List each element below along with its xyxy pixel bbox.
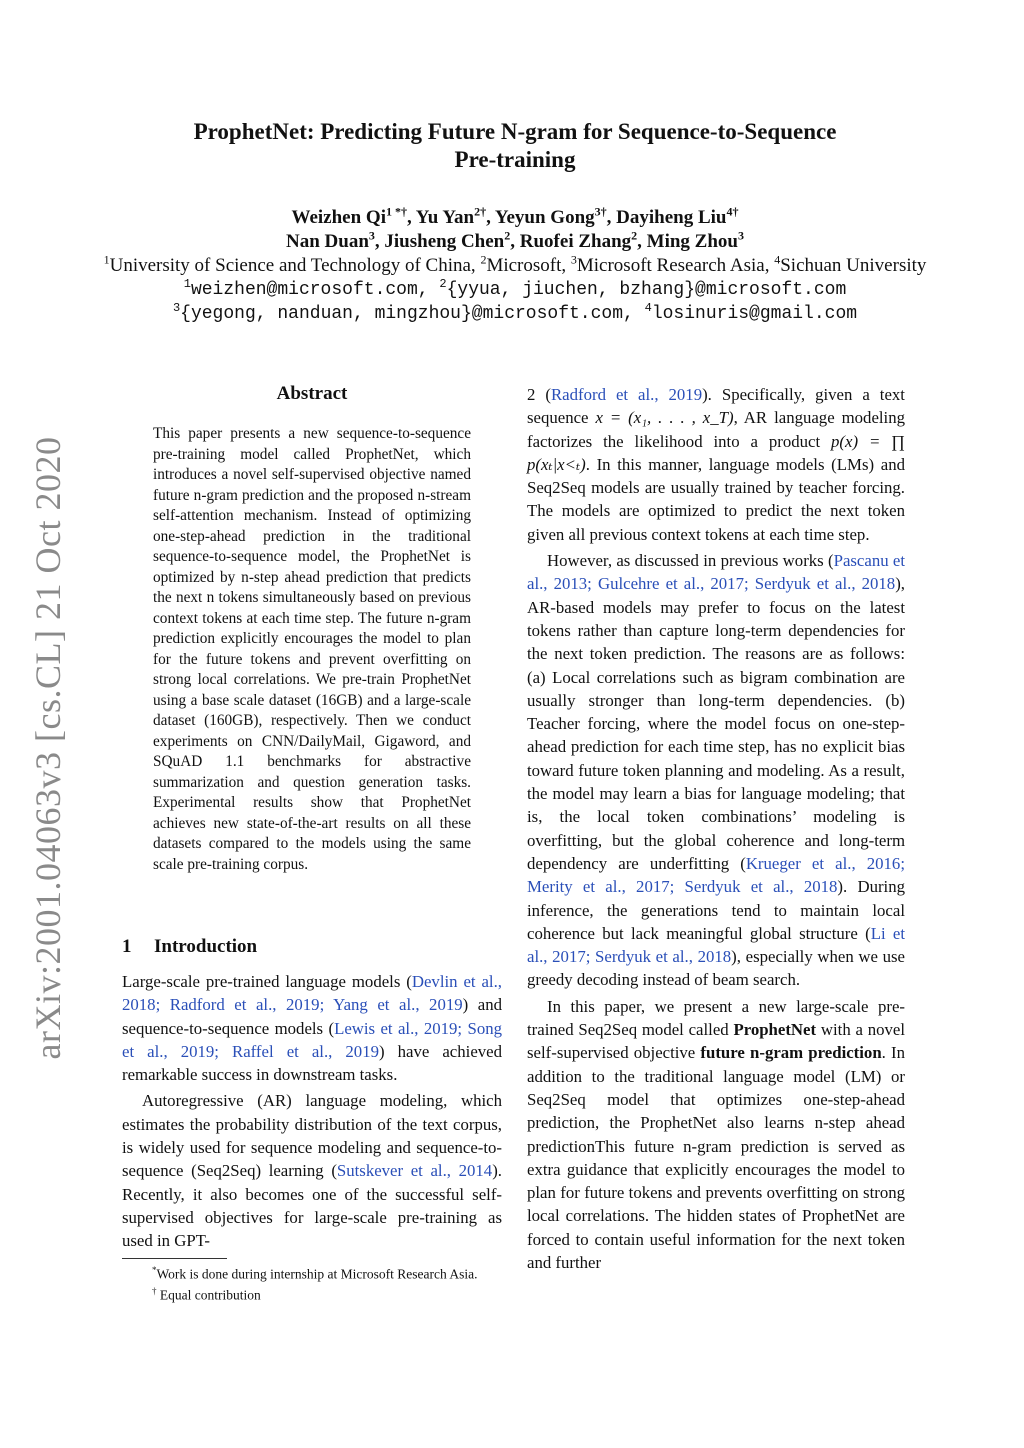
abstract-heading: Abstract <box>276 383 348 404</box>
emails-line-1 <box>60 278 970 302</box>
author-sup: 2† <box>474 204 487 219</box>
citation-link[interactable]: Li et al., 2017; Serdyuk et al., 2018 <box>527 923 905 967</box>
author-sup: 3 <box>738 228 744 243</box>
footnote-rule <box>122 1258 227 1259</box>
affil-text: Microsoft, <box>486 255 571 276</box>
intro-paragraph-2b <box>527 383 905 546</box>
author-name: , Dayiheng Liu <box>606 207 727 228</box>
text-run: ). Recently, it also becomes one of the successful self-supervised objectives for large-scale pre-training as used in GPT- <box>122 1161 502 1251</box>
author-name: , Ruofei Zhang <box>510 231 632 252</box>
intro-paragraph-2a <box>122 1089 502 1252</box>
citation-link[interactable]: Pascanu et al., 2013; Gulcehre et al., 2017; Serdyuk et al., 2018 <box>527 551 906 594</box>
citation-link[interactable]: Radford et al., 2019 <box>550 385 703 404</box>
author-line-1 <box>60 206 970 230</box>
affil-text: Microsoft Research Asia, <box>576 255 775 276</box>
citation-link[interactable]: Sutskever et al., 2014 <box>336 1161 493 1181</box>
title-line-1: ProphetNet: Predicting Future N-gram for Sequence-to-Sequence <box>193 119 837 144</box>
email-sup: 1 <box>183 277 191 291</box>
affil-sup: 1 <box>103 252 110 267</box>
affil-sup: 4 <box>774 252 781 267</box>
email-sup: 4 <box>644 301 652 315</box>
section-title: Introduction <box>154 936 258 957</box>
email-sup: 2 <box>439 277 447 291</box>
math-inline: x = (x₁, . . . , x_T) <box>595 408 734 428</box>
author-sup: 3 <box>368 228 375 243</box>
citation-link[interactable]: Devlin et al., 2018; Radford et al., 2019; Yang et al., 2019 <box>122 972 502 1015</box>
arxiv-stamp <box>0 0 68 1448</box>
affiliations <box>60 254 970 278</box>
text-run: ) and sequence-to-sequence models ( <box>122 995 502 1038</box>
text-run: . In addition to the traditional language model (LM) or Seq2Seq model that optimizes one-step-ahead prediction, the ProphetNet also learns n-step ahead predictionThis future n-gram prediction is served as extra guidance that explicitly encourages the model to plan for future tokens and prevents overfitting on strong local correlations. The hidden states of ProphetNet are forced to contain useful information for the next token and further <box>527 1043 905 1272</box>
author-sup: 1 *† <box>385 204 407 219</box>
author-name: , Ming Zhou <box>637 231 738 252</box>
objective-name-bold: future n-gram prediction <box>700 1043 882 1063</box>
email-text: losinuris@gmail.com <box>651 304 858 324</box>
text-run: ). Specifically, given a text sequence <box>527 385 905 428</box>
footnotes <box>122 1262 502 1303</box>
author-sup: 2 <box>504 228 511 243</box>
arxiv-stamp-text: arXiv:2001.04063v3 [cs.CL] 21 Oct 2020 <box>28 436 68 1060</box>
text-run: 2 ( <box>527 385 551 404</box>
text-run: . In this manner, language models (LMs) and Seq2Seq models are usually trained by teacher forcing. The models are optimized to predict the next token given all previous context tokens at each time step. <box>527 454 905 544</box>
text-run: In this paper, we present a new large-scale pre-trained Seq2Seq model called <box>527 996 905 1040</box>
author-sup: 3† <box>594 204 607 219</box>
citation-link[interactable]: Krueger et al., 2016; Merity et al., 2017; Serdyuk et al., 2018 <box>527 853 905 897</box>
text-run: , AR language modeling factorizes the likelihood into a product <box>527 408 905 451</box>
intro-paragraph-3 <box>527 549 905 992</box>
text-run: However, as discussed in previous works ( <box>547 551 834 571</box>
affil-text: Sichuan University <box>780 255 927 276</box>
email-sup: 3 <box>172 301 181 315</box>
right-column-body <box>527 383 905 1274</box>
paper-title <box>120 118 910 174</box>
footnote-text: Work is done during internship at Microsoft Research Asia. <box>156 1266 478 1282</box>
author-sup: 4† <box>726 204 739 219</box>
footnote-mark: * <box>152 1265 157 1275</box>
section-number: 1 <box>122 936 132 957</box>
affil-text: University of Science and Technology of China, <box>109 255 481 276</box>
email-text: weizhen@microsoft.com, <box>190 280 440 300</box>
author-sup: 2 <box>631 228 638 243</box>
text-run: ) have achieved remarkable success in downstream tasks. <box>122 1041 502 1085</box>
citation-link[interactable]: Lewis et al., 2019; Song et al., 2019; Raffel et al., 2019 <box>122 1018 502 1061</box>
footnote-mark: † <box>152 1285 157 1296</box>
text-run: ), especially when we use greedy decoding instead of beam search. <box>527 947 905 990</box>
author-name: , Jiusheng Chen <box>374 231 505 252</box>
author-line-2 <box>60 230 970 254</box>
author-block <box>60 206 970 326</box>
abstract-body: This paper presents a new sequence-to-sequence pre-training model called ProphetNet, which introduces a novel self-supervised objective named future n-gram prediction and the proposed n-stream self-attention mechanism. Instead of optimizing one-step-ahead prediction in the traditional sequence-to-sequence model, the ProphetNet is optimized by n-step ahead prediction that predicts the next n tokens simultaneously based on previous context tokens at each time step. The future n-gram prediction explicitly encourages the model to plan for the future tokens and prevent overfitting on strong local correlations. We pre-train ProphetNet using a base scale dataset (16GB) and a large-scale dataset (160GB), respectively. Then we conduct experiments on CNN/DailyMail, Gigaword, and SQuAD 1.1 benchmarks for abstractive summarization and question generation tasks. Experimental results show that ProphetNet achieves new state-of-the-art results on all these datasets compared to the models using the same scale pre-training corpus. <box>153 425 471 873</box>
author-name: Nan Duan <box>286 231 369 252</box>
email-text: {yyua, jiuchen, bzhang}@microsoft.com <box>446 280 847 300</box>
section-heading-introduction <box>122 936 257 958</box>
left-column-body <box>122 970 502 1253</box>
text-run: ), AR-based models may prefer to focus on the latest tokens rather than capture long-term dependencies for the next token prediction. The reasons are as follows: (a) Local correlations such as bigram combination are usually stronger than long-term dependencies. (b) Teacher forcing, where the model focus on one-step-ahead prediction for each time step, has no explicit bias toward future token planning and modeling. As a result, the model may learn a bias for language modeling; that is, the local token combinations’ modeling is overfitting, but the global coherence and long-term dependency are underfitting ( <box>527 574 905 873</box>
model-name-bold: ProphetNet <box>733 1020 817 1040</box>
email-text: {yegong, nanduan, mingzhou}@microsoft.com, <box>180 304 645 324</box>
footnote-2 <box>122 1283 502 1304</box>
text-run: with a novel self-supervised objective <box>527 1020 905 1063</box>
author-name: Weizhen Qi <box>291 207 386 228</box>
emails-line-2 <box>60 302 970 326</box>
text-run: ). During inference, the generations tend to maintain local coherence but lack meaningful global structure ( <box>527 877 906 943</box>
footnote-1 <box>122 1262 502 1283</box>
intro-paragraph-4 <box>527 995 905 1275</box>
title-line-2: Pre-training <box>454 147 576 172</box>
math-inline: p(x) = ∏ p(xₜ|x<ₜ) <box>527 431 905 474</box>
text-run: Large-scale pre-trained language models ( <box>122 972 412 991</box>
footnote-text: Equal contribution <box>156 1287 261 1302</box>
text-run: Autoregressive (AR) language modeling, which estimates the probability distribution of the text corpus, is widely used for sequence modeling and sequence-to-sequence (Seq2Seq) learning ( <box>122 1091 502 1181</box>
author-name: , Yeyun Gong <box>486 207 595 228</box>
intro-paragraph-1 <box>122 970 502 1086</box>
author-name: , Yu Yan <box>406 207 475 228</box>
affil-sup: 3 <box>570 252 577 267</box>
affil-sup: 2 <box>480 252 487 267</box>
